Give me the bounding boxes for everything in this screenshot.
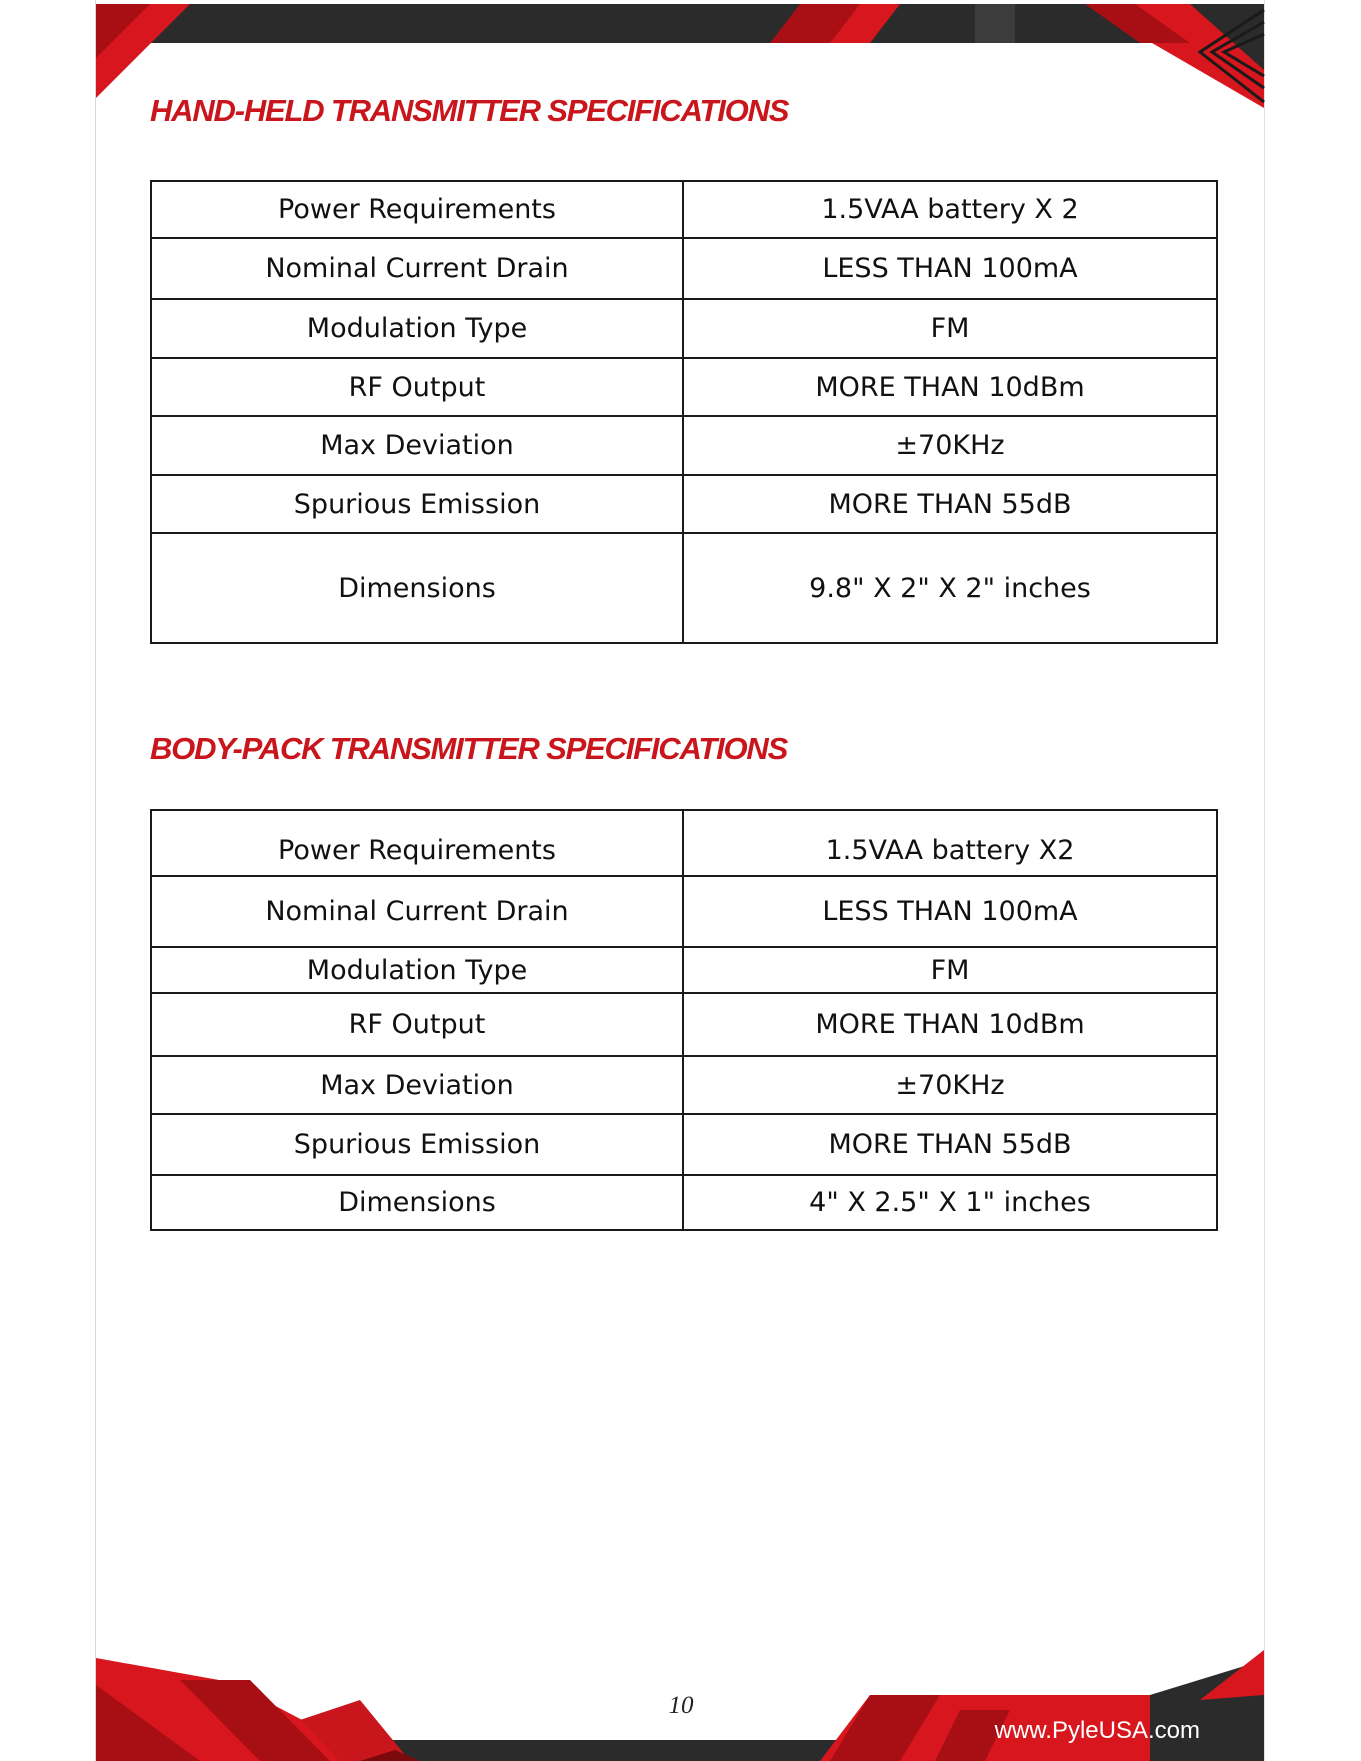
spec-value: 1.5VAA battery X2 <box>683 810 1217 876</box>
spec-value: LESS THAN 100mA <box>683 238 1217 299</box>
spec-label: Power Requirements <box>151 181 683 238</box>
page-edge-left <box>95 0 96 1761</box>
bodypack-section-title: BODY-PACK TRANSMITTER SPECIFICATIONS <box>150 731 788 766</box>
spec-label: RF Output <box>151 358 683 416</box>
spec-value: MORE THAN 55dB <box>683 475 1217 533</box>
table-row <box>151 475 1217 533</box>
table-row <box>151 299 1217 358</box>
table-row <box>151 238 1217 299</box>
spec-value: ±70KHz <box>683 416 1217 475</box>
spec-value: 9.8" X 2" X 2" inches <box>683 533 1217 643</box>
table-row <box>151 1114 1217 1175</box>
website-url[interactable]: www.PyleUSA.com <box>994 1717 1200 1744</box>
spec-label: Modulation Type <box>151 299 683 358</box>
spec-label: Spurious Emission <box>151 475 683 533</box>
table-row <box>151 533 1217 643</box>
handheld-spec-table <box>150 180 1218 644</box>
spec-value: FM <box>683 299 1217 358</box>
spec-value: MORE THAN 10dBm <box>683 993 1217 1056</box>
page-edge-right <box>1264 0 1265 1761</box>
handheld-section-title: HAND-HELD TRANSMITTER SPECIFICATIONS <box>150 93 789 128</box>
bodypack-spec-table <box>150 809 1218 1231</box>
spec-value: FM <box>683 947 1217 993</box>
spec-label: Nominal Current Drain <box>151 238 683 299</box>
table-row <box>151 416 1217 475</box>
spec-label: Nominal Current Drain <box>151 876 683 947</box>
spec-value: 4" X 2.5" X 1" inches <box>683 1175 1217 1230</box>
spec-value: ±70KHz <box>683 1056 1217 1114</box>
table-row <box>151 1175 1217 1230</box>
table-row <box>151 181 1217 238</box>
table-row <box>151 1056 1217 1114</box>
spec-label: Spurious Emission <box>151 1114 683 1175</box>
spec-value: 1.5VAA battery X 2 <box>683 181 1217 238</box>
spec-value: MORE THAN 55dB <box>683 1114 1217 1175</box>
table-row <box>151 993 1217 1056</box>
table-row <box>151 876 1217 947</box>
table-row <box>151 358 1217 416</box>
spec-value: LESS THAN 100mA <box>683 876 1217 947</box>
table-row <box>151 810 1217 876</box>
spec-label: Max Deviation <box>151 416 683 475</box>
table-row <box>151 947 1217 993</box>
spec-label: Power Requirements <box>151 810 683 876</box>
page-number: 10 <box>668 1692 694 1719</box>
spec-label: Modulation Type <box>151 947 683 993</box>
spec-label: RF Output <box>151 993 683 1056</box>
spec-label: Dimensions <box>151 533 683 643</box>
spec-label: Max Deviation <box>151 1056 683 1114</box>
spec-label: Dimensions <box>151 1175 683 1230</box>
spec-value: MORE THAN 10dBm <box>683 358 1217 416</box>
